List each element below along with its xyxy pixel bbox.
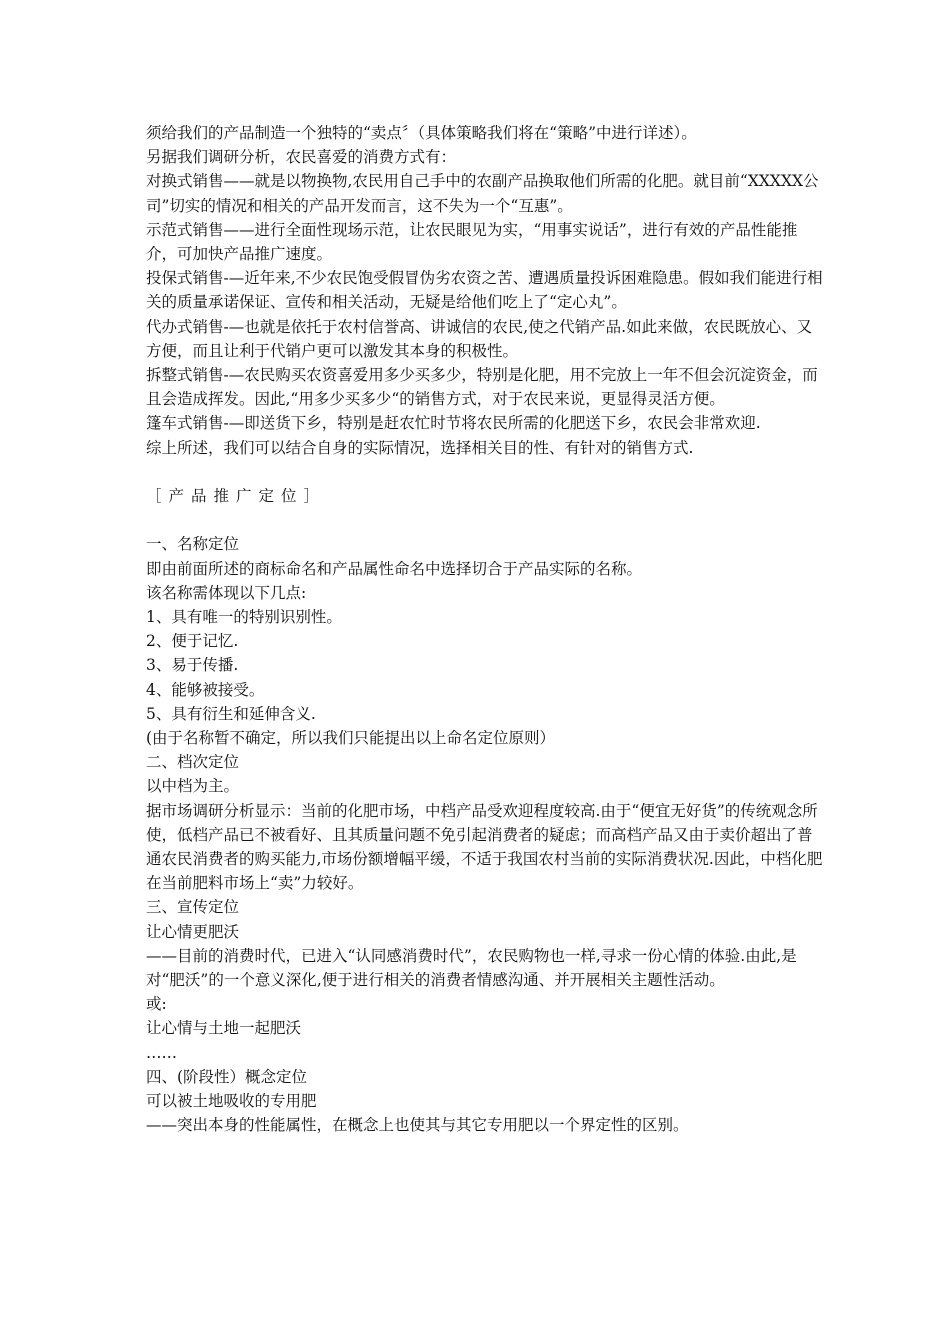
list-item: 3、易于传播. [146,656,239,675]
paragraph: 即由前面所述的商标命名和产品属性命名中选择切合于产品实际的名称。 [146,559,643,578]
paragraph: (由于名称暂不确定，所以我们只能提出以上命名定位原则） [146,729,556,748]
paragraph: 该名称需体现以下几点: [146,583,307,602]
paragraph: 可以被土地吸收的专用肥 [146,1092,317,1111]
list-item: 4、能够被接受。 [146,680,265,699]
paragraph: 以中档为主。 [146,777,240,796]
paragraph: 投保式销售-—近年来,不少农民饱受假冒伪劣农资之苦、遭遇质量投诉困难隐患。假如我们能进行相关的质量承诺保证、宣传和相关活动，无疑是给他们吃上了“定心丸”。 [146,269,823,312]
paragraph: 示范式销售——进行全面性现场示范，让农民眼见为实，“用事实说话”，进行有效的产品性能推介，可加快产品推广速度。 [146,220,798,264]
paragraph: 据市场调研分析显示：当前的化肥市场，中档产品受欢迎程度较高.由于“便宜无好货”的传统观念所使，低档产品已不被看好、且其质量问题不免引起消费者的疑虑；而高档产品又由于卖价超出了普通农民消费者的购买能力,市场份额增幅平缓，不适于我国农村当前的实际消费状况.因此，中档化肥在当前肥料市场上“卖”力较好。 [146,801,823,893]
section-title: 二、档次定位 [146,753,240,772]
list-item: 2、便于记忆. [146,632,239,651]
paragraph: 篷车式销售-—即送货下乡，特别是赶农忙时节将农民所需的化肥送下乡，农民会非常欢迎. [146,414,761,433]
section-title: 一、名称定位 [146,535,240,554]
list-item: 1、具有唯一的特别识别性。 [146,608,342,627]
paragraph: 让心情更肥沃 [146,922,240,941]
paragraph: 综上所述，我们可以结合自身的实际情况，选择相关目的性、有针对的销售方式. [146,438,694,457]
list-item: 5、具有衍生和延伸含义. [146,704,316,723]
section-heading: ［产品推广定位］ [146,487,327,506]
paragraph: 须给我们的产品制造一个独特的“卖点〞（具体策略我们将在“策略”中进行详述）。 [146,124,697,142]
paragraph: 或: [146,995,167,1014]
paragraph: 代办式销售-—也就是依托于农村信誉高、讲诚信的农民,使之代销产品.如此来做，农民既放心、又方便，而且让利于代销户更可以激发其本身的积极性。 [146,317,813,360]
paragraph: ——突出本身的性能属性，在概念上也使其与其它专用肥以一个界定性的区别。 [146,1116,689,1135]
paragraph: 另据我们调研分析，农民喜爱的消费方式有： [146,148,457,167]
paragraph: …… [146,1043,177,1062]
section-title: 三、宣传定位 [146,898,240,917]
paragraph: ——目前的消费时代，已进入“认同感消费时代”，农民购物也一样,寻求一份心情的体验.由此,是对“肥沃”的一个意义深化,便于进行相关的消费者情感沟通、并开展相关主题性活动。 [146,946,797,990]
document-page [146,121,826,1138]
paragraph: 拆整式销售-—农民购买农资喜爱用多少买多少，特别是化肥，用不完放上一年不但会沉淀资金，而且会造成挥发。因此,“用多少买多少“的销售方式，对于农民来说，更显得灵活方便。 [146,366,818,409]
paragraph: 对换式销售——就是以物换物,农民用自己手中的农副产品换取他们所需的化肥。就目前“XXXXX公司”切实的情况和相关的产品开发而言，这不失为一个“互惠”。 [146,172,819,215]
blank-line [146,460,826,484]
section-title: 四、(阶段性）概念定位 [146,1067,308,1086]
paragraph: 让心情与土地一起肥沃 [146,1019,302,1038]
blank-line [146,508,826,532]
